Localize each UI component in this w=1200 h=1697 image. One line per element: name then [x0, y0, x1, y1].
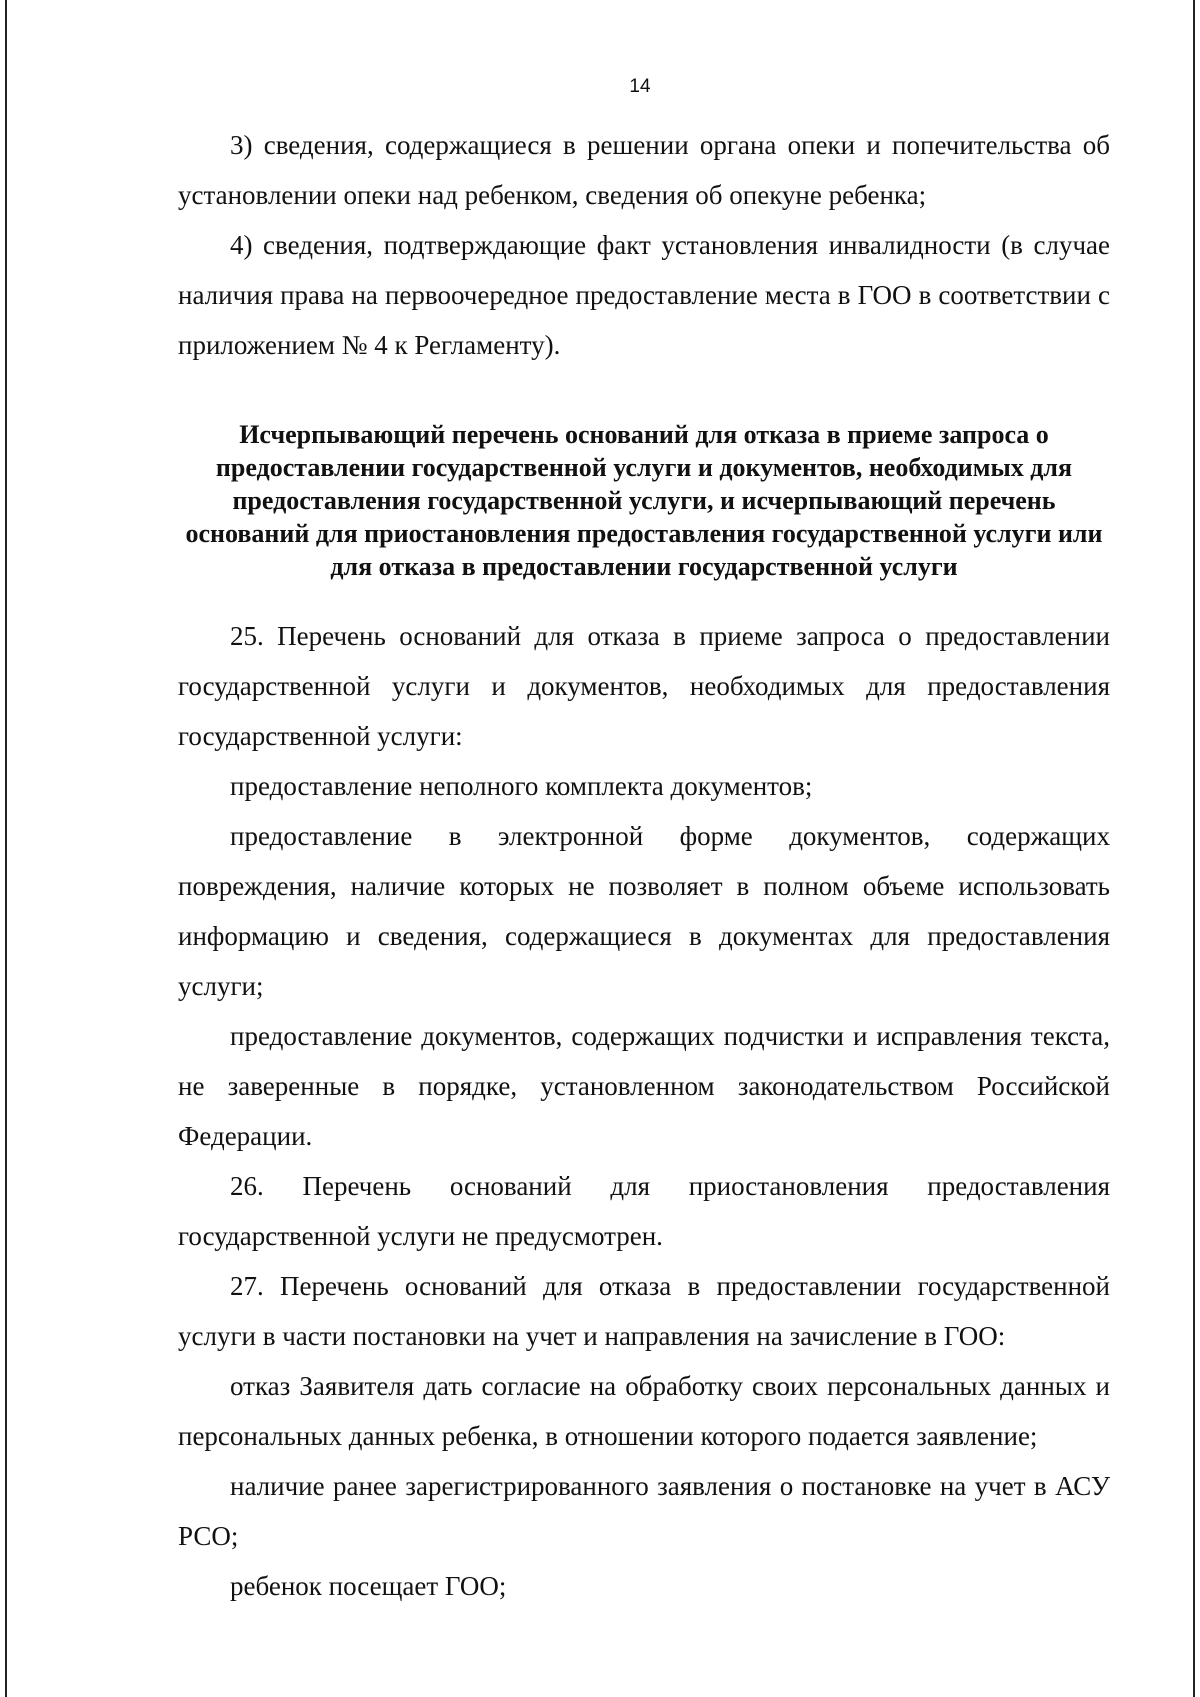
paragraph-corrections: предоставление документов, содержащих подчистки и исправления текста, не заверенные в порядке, установленном законодательством Российской Федерации.	[178, 1021, 1110, 1151]
page-left-edge	[5, 0, 7, 1697]
paragraph-25: 25. Перечень оснований для отказа в приеме запроса о предоставлении государственной услуги и документов, необходимых для предоставления государственной услуги:	[178, 621, 1110, 751]
paragraph-27: 27. Перечень оснований для отказа в предоставлении государственной услуги в части постановки на учет и направления на зачисление в ГОО:	[178, 1271, 1110, 1351]
section-heading: Исчерпывающий перечень оснований для отказа в приеме запроса о предоставлении государственной услуги и документов, необходимых для предоставления государственной услуги, и исчерпывающий перечень оснований для приостановления предоставления государственной услуги или для отказа в предоставлении государственной услуги	[185, 420, 1103, 581]
paragraph-child-attends: ребенок посещает ГОО;	[230, 1571, 507, 1601]
paragraph-consent-refusal: отказ Заявителя дать согласие на обработку своих персональных данных и персональных данных ребенка, в отношении которого подается заявление;	[178, 1371, 1110, 1451]
document-body	[178, 120, 1110, 1611]
page-number: 14	[629, 76, 651, 97]
paragraph-incomplete-docs: предоставление неполного комплекта документов;	[230, 771, 813, 801]
paragraph-item-4: 4) сведения, подтверждающие факт установления инвалидности (в случае наличия права на первоочередное предоставление места в ГОО в соответствии с приложением № 4 к Регламенту).	[178, 230, 1110, 360]
page-right-edge	[1193, 0, 1195, 1697]
paragraph-damaged-docs: предоставление в электронной форме документов, содержащих повреждения, наличие которых не позволяет в полном объеме использовать информацию и сведения, содержащиеся в документах для предоставления услуги;	[178, 821, 1110, 1001]
paragraph-26: 26. Перечень оснований для приостановления предоставления государственной услуги не предусмотрен.	[178, 1171, 1110, 1251]
paragraph-registered-application: наличие ранее зарегистрированного заявления о постановке на учет в АСУ РСО;	[178, 1471, 1110, 1551]
paragraph-item-3: 3) сведения, содержащиеся в решении органа опеки и попечительства об установлении опеки над ребенком, сведения об опекуне ребенка;	[178, 130, 1110, 210]
